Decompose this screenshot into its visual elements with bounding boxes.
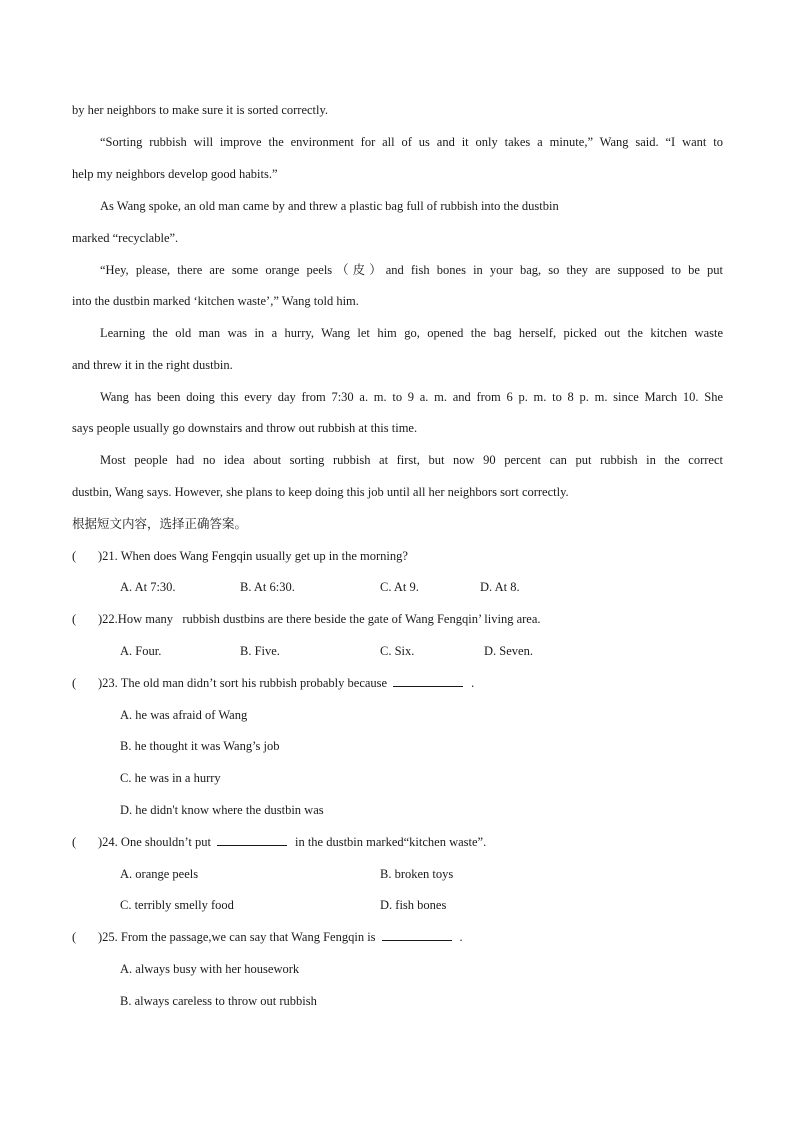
option-b: B. he thought it was Wang’s job (120, 739, 280, 753)
question-text-end: in the dustbin marked“kitchen waste”. (294, 835, 487, 849)
option-b: B. broken toys (380, 867, 454, 881)
answer-paren-open[interactable]: ( (72, 612, 77, 626)
option-a: A. At 7:30. (120, 580, 176, 594)
question-21 (72, 548, 408, 564)
option-c: C. Six. (380, 644, 415, 658)
passage-line: marked “recyclable”. (72, 231, 179, 245)
passage-line: Learning the old man was in a hurry, Wang let him go, opened the bag herself, picked out the kitchen waste (100, 326, 723, 340)
passage-line: dustbin, Wang says. However, she plans to keep doing this job until all her neighbors sort correctly. (72, 485, 569, 499)
answer-paren-close: ) (98, 612, 103, 626)
answer-paren-open[interactable]: ( (72, 930, 77, 944)
question-23 (72, 675, 474, 691)
passage-line: into the dustbin marked ‘kitchen waste’,” Wang told him. (72, 294, 359, 308)
instruction-heading: 根据短文内容，选择正确答案。 (72, 516, 248, 531)
answer-paren-close: ) (98, 549, 103, 563)
option-c: C. he was in a hurry (120, 771, 221, 785)
option-a: A. he was afraid of Wang (120, 708, 248, 722)
option-d: D. he didn't know where the dustbin was (120, 803, 324, 817)
answer-paren-open[interactable]: ( (72, 549, 77, 563)
question-24 (72, 834, 486, 850)
question-text: 24. One shouldn’t put (102, 835, 211, 849)
answer-paren-open[interactable]: ( (72, 835, 77, 849)
passage-line: “Sorting rubbish will improve the environment for all of us and it only takes a minute,” Wang said. “I want to (100, 135, 723, 149)
answer-blank (217, 834, 287, 846)
passage-line: and threw it in the right dustbin. (72, 358, 233, 372)
option-d: D. fish bones (380, 898, 447, 912)
passage-line: help my neighbors develop good habits.” (72, 167, 278, 181)
passage-line: says people usually go downstairs and throw out rubbish at this time. (72, 421, 418, 435)
passage-line: by her neighbors to make sure it is sorted correctly. (72, 103, 329, 117)
option-b: B. At 6:30. (240, 580, 295, 594)
passage-line: Wang has been doing this every day from 7:30 a. m. to 9 a. m. and from 6 p. m. to 8 p. m. since March 10. She (100, 390, 723, 404)
option-d: D. Seven. (484, 644, 533, 658)
option-d: D. At 8. (480, 580, 520, 594)
answer-blank (382, 929, 452, 941)
question-text: 21. When does Wang Fengqin usually get up in the morning? (102, 549, 408, 563)
passage-line: “Hey, please, there are some orange peels（皮）and fish bones in your bag, so they are supposed to be put (100, 263, 723, 277)
question-25 (72, 929, 463, 945)
answer-paren-close: ) (98, 835, 103, 849)
question-22 (72, 611, 541, 627)
answer-blank (393, 675, 463, 687)
option-b: B. always careless to throw out rubbish (120, 994, 317, 1008)
question-text: 22.How many rubbish dustbins are there beside the gate of Wang Fengqin’ living area. (102, 612, 541, 626)
answer-paren-open[interactable]: ( (72, 676, 77, 690)
question-text: 25. From the passage,we can say that Wang Fengqin is (102, 930, 376, 944)
question-text-end: . (459, 930, 463, 944)
question-text-end: . (471, 676, 475, 690)
option-a: A. Four. (120, 644, 162, 658)
option-a: A. always busy with her housework (120, 962, 300, 976)
passage-line: As Wang spoke, an old man came by and threw a plastic bag full of rubbish into the dustbin (100, 199, 559, 213)
question-text: 23. The old man didn’t sort his rubbish probably because (102, 676, 388, 690)
option-a: A. orange peels (120, 867, 199, 881)
option-b: B. Five. (240, 644, 280, 658)
option-c: C. terribly smelly food (120, 898, 234, 912)
option-c: C. At 9. (380, 580, 419, 594)
passage-line: Most people had no idea about sorting rubbish at first, but now 90 percent can put rubbish in the correct (100, 453, 723, 467)
answer-paren-close: ) (98, 676, 103, 690)
answer-paren-close: ) (98, 930, 103, 944)
